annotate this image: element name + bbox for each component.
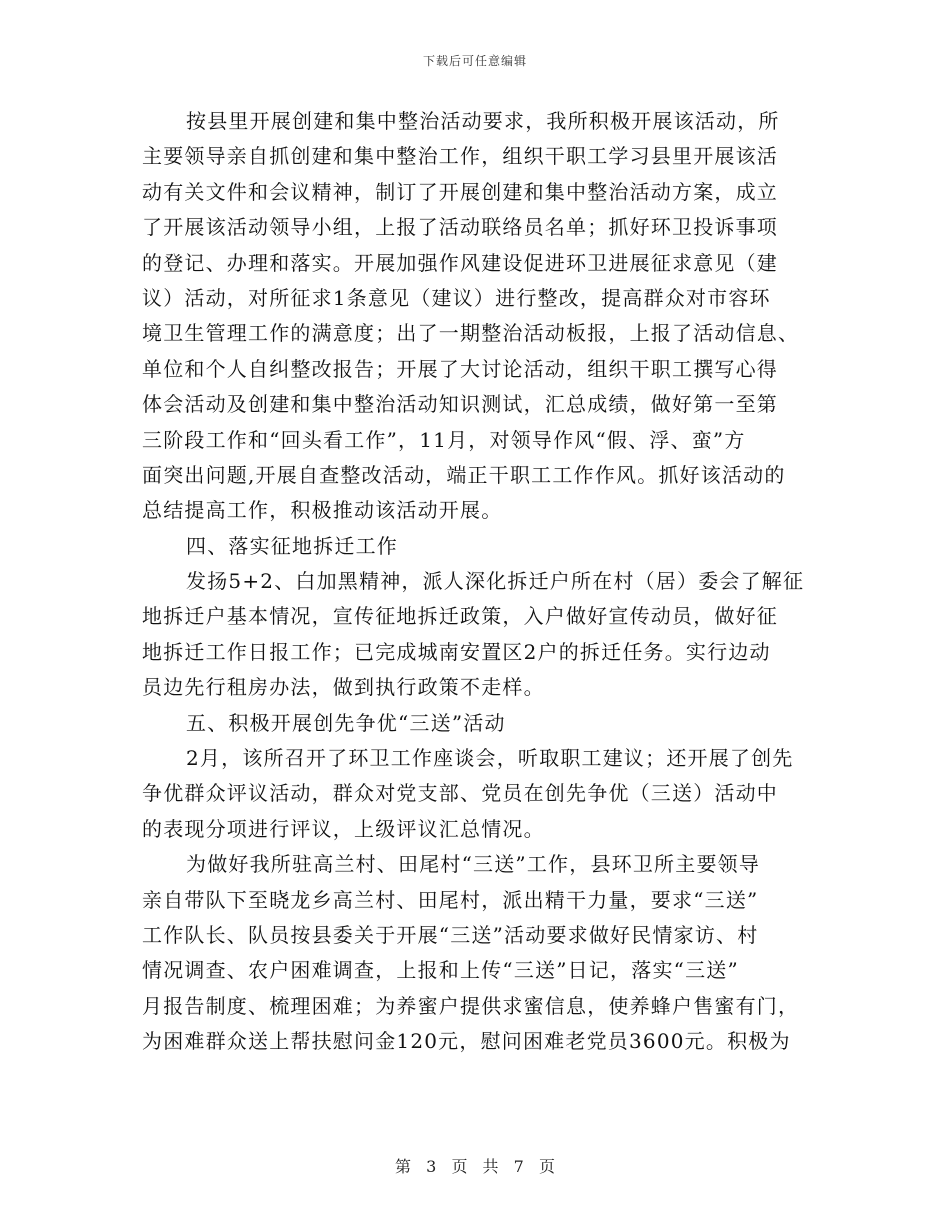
footer-gong: 共	[482, 1157, 499, 1176]
body-text	[142, 104, 810, 1060]
text-line: 按县里开展创建和集中整治活动要求，我所积极开展该活动，所	[186, 109, 780, 133]
text-line: 地拆迁工作日报工作；已完成城南安置区2户的拆迁任务。实行边动	[142, 639, 771, 664]
text-line: 工作队长、队员按县委关于开展“三送”活动要求做好民情家访、村	[142, 922, 759, 947]
text-line: 为做好我所驻高兰村、田尾村“三送”工作，县环卫所主要领导	[186, 852, 761, 877]
total-page-count: 7	[513, 1157, 524, 1176]
text-line: 单位和个人自纠整改报告；开展了大讨论活动，组织干职工撰写心得	[142, 356, 778, 381]
footer-ye: 页	[451, 1157, 468, 1176]
text-line: 议）活动，对所征求1条意见（建议）进行整改，提高群众对市容环	[142, 285, 771, 310]
text-line: 发扬5+2、白加黑精神，派人深化拆迁户所在村（居）委会了解征	[186, 569, 805, 594]
section-heading: 五、积极开展创先争优“三送”活动	[186, 710, 506, 735]
text-line: 主要领导亲自抓创建和集中整治工作，组织干职工学习县里开展该活	[142, 144, 778, 169]
text-line: 动有关文件和会议精神，制订了开展创建和集中整治活动方案，成立	[142, 179, 778, 204]
text-line: 体会活动及创建和集中整治活动知识测试，汇总成绩，做好第一至第	[142, 392, 778, 417]
current-page-number: 3	[426, 1157, 437, 1176]
footer-ye: 页	[538, 1157, 555, 1176]
text-line: 月报告制度、梳理困难；为养蜜户提供求蜜信息，使养蜂户售蜜有门，	[142, 993, 800, 1018]
text-line: 面突出问题,开展自查整改活动，端正干职工工作作风。抓好该活动的	[142, 462, 786, 487]
text-line: 境卫生管理工作的满意度；出了一期整治活动板报，上报了活动信息、	[142, 321, 800, 346]
text-line: 争优群众评议活动，群众对党支部、党员在创先争优（三送）活动中	[142, 781, 778, 806]
text-line: 员边先行租房办法，做到执行政策不走样。	[142, 675, 545, 700]
text-line: 为困难群众送上帮扶慰问金120元，慰问困难老党员3600元。积极为	[142, 1029, 791, 1054]
text-line: 总结提高工作，积极推动该活动开展。	[142, 498, 503, 523]
text-line: 了开展该活动领导小组，上报了活动联络员名单；抓好环卫投诉事项	[142, 215, 778, 240]
text-line: 地拆迁户基本情况，宣传征地拆迁政策，入户做好宣传动员，做好征	[142, 604, 778, 629]
page-footer	[0, 1154, 950, 1177]
text-line: 情况调查、农户困难调查，上报和上传“三送”日记，落实“三送”	[142, 958, 739, 983]
section-heading: 四、落实征地拆迁工作	[186, 533, 398, 558]
text-line: 亲自带队下至晓龙乡高兰村、田尾村，派出精干力量，要求“三送”	[142, 887, 759, 912]
text-line: 的表现分项进行评议，上级评议汇总情况。	[142, 816, 545, 841]
text-line: 的登记、办理和落实。开展加强作风建设促进环卫进展征求意见（建	[142, 250, 778, 275]
header-note: 下载后可任意编辑	[422, 54, 527, 68]
text-line: 2月，该所召开了环卫工作座谈会，听取职工建议；还开展了创先	[186, 746, 794, 771]
footer-di: 第	[395, 1157, 412, 1176]
text-line: 三阶段工作和“回头看工作”，11月，对领导作风“假、浮、蛮”方	[142, 427, 746, 452]
